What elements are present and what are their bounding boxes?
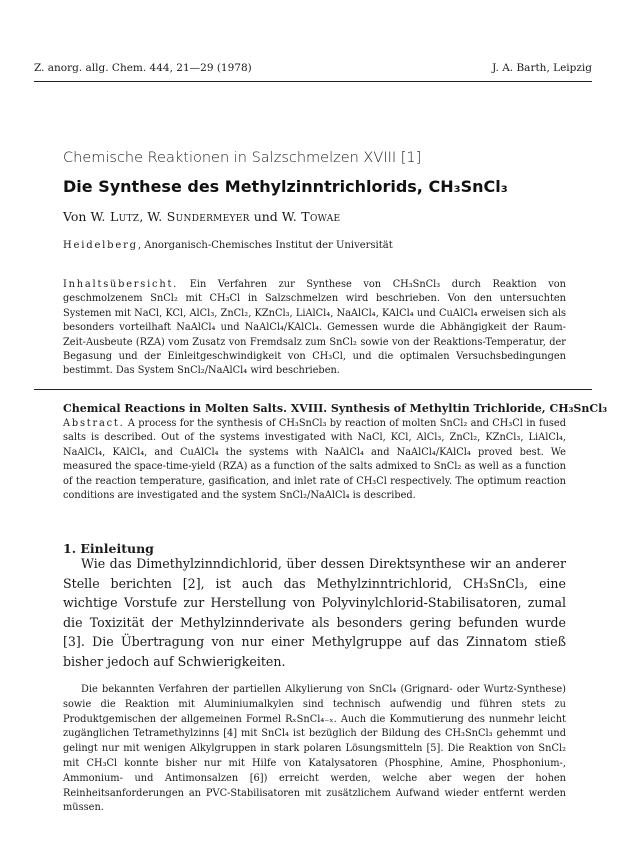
abstract-german [63, 278, 566, 379]
author-towae: W. Towae [281, 209, 341, 224]
header-rule [34, 81, 592, 82]
abstract-german-text: Ein Verfahren zur Synthese von CH₃SnCl₃ durch Reaktion von geschmolzenem SnCl₂ mit CH₃Cl in Salzschmelzen wird beschrieben. Von den untersuchten Systemen mit NaCl, KCl, AlCl₃, ZnCl₂, KZnCl₃, LiAlCl₄, NaAlCl₄, KAlCl₄ und CuAlCl₄ erweisen sich als besonders vorteilhaft NaAlCl₄ und NaAlCl₄/KAlCl₄. Gemessen wurde die Abhängigkeit der Raum-Zeit-Ausbeute (RZA) vom Zusatz von Fremdsalz zum SnCl₂ sowie von der Reaktions-Temperatur, der Begasung und der Einleitgeschwindigkeit von CH₃Cl, und die optimalen Versuchsbedingungen bestimmt. Das System SnCl₂/NaAlCl₄ wird beschrieben. [63, 279, 566, 377]
author-line [63, 209, 340, 224]
publisher: J. A. Barth, Leipzig [492, 62, 592, 74]
abstract-english-label: Abstract. [63, 418, 125, 429]
section-heading: 1. Einleitung [63, 541, 154, 556]
author-prefix: Von [63, 209, 87, 224]
author-lutz: W. Lutz [90, 209, 140, 224]
author-sundermeyer: W. Sundermeyer [147, 209, 250, 224]
series-title: Chemische Reaktionen in Salzschmelzen XVIII [1] [63, 150, 422, 166]
abstract-english-text: A process for the synthesis of CH₃SnCl₃ by reaction of molten SnCl₂ and CH₃Cl in fused salts is described. Out of the systems investigated with NaCl, KCl, AlCl₃, ZnCl₂, KZnCl₃, LiAlCl₄, NaAlCl₄, KAlCl₄, and CuAlCl₄ the systems with NaAlCl₄ and NaAlCl₄/KAlCl₄ proved best. We measured the space-time-yield (RZA) as a function of the salts admixed to SnCl₂ as well as a function of the reaction temperature, gasification, and inlet rate of CH₃Cl respectively. The optimum reaction conditions are investigated and the system SnCl₂/NaAlCl₄ is described. [63, 418, 566, 502]
abstract-english [63, 417, 566, 503]
author-separator: und [249, 209, 282, 224]
abstract-divider [34, 389, 592, 390]
paper-title: Die Synthese des Methylzinntrichlorids, CH₃SnCl₃ [63, 177, 508, 196]
abstract-german-label: Inhaltsübersicht. [63, 279, 179, 290]
running-header [34, 62, 592, 74]
body-paragraph: Die bekannten Verfahren der partiellen Alkylierung von SnCl₄ (Grignard- oder Wurtz-Synthese) sowie die Reaktion mit Aluminiumalkylen sind technisch aufwendig und führen stets zu Produktgemischen der allgemeinen Formel RₓSnCl₄₋ₓ. Auch die Kommutierung des nunmehr leicht zugänglichen Tetramethylzinns [4] mit SnCl₄ ist bezüglich der Bildung des CH₃SnCl₃ gehemmt und gelingt nur mit wenigen Alkylgruppen in stark polaren Lösungsmitteln [5]. Die Reaktion von SnCl₂ mit CH₃Cl konnte bisher nur mit Hilfe von Katalysatoren (Phosphine, Amine, Phosphonium-, Ammonium- und Antimonsalzen [6]) erreicht werden, welche aber wegen der hohen Reinheitsanforderungen an PVC-Stabilisatoren mit zusätzlichem Aufwand wieder entfernt werden müssen. [63, 684, 566, 814]
english-title: Chemical Reactions in Molten Salts. XVIII. Synthesis of Methyltin Trichloride, CH₃SnCl₃ [63, 402, 608, 415]
journal-citation: Z. anorg. allg. Chem. 444, 21—29 (1978) [34, 62, 252, 74]
intro-paragraph: Wie das Dimethylzinndichlorid, über dessen Direktsynthese wir an anderer Stelle berichten [2], ist auch das Methylzinntrichlorid, CH₃SnCl₃, eine wichtige Vorstufe zur Herstellung von Polyvinylchlorid-Stabilisatoren, zumal die Toxizität der Methylzinnderivate als besonders gering befunden wurde [3]. Die Übertragung von nur einer Methylgruppe auf das Zinnatom stieß bisher jedoch auf Schwierigkeiten. [63, 556, 566, 669]
affiliation [63, 240, 393, 251]
affiliation-institute: , Anorganisch-Chemisches Institut der Universität [137, 240, 393, 251]
affiliation-city: Heidelberg [63, 240, 138, 251]
author-separator: , [139, 209, 148, 224]
